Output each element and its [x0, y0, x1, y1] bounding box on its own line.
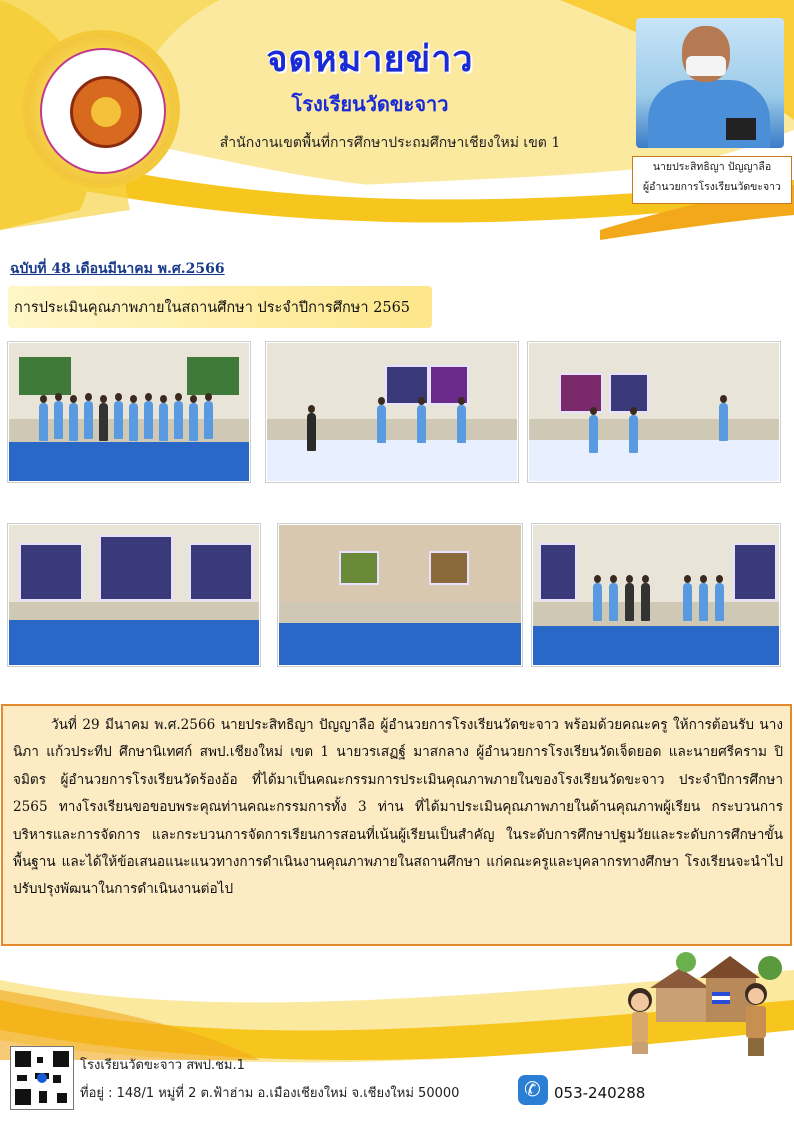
school-name: โรงเรียนวัดขะจาว [291, 92, 449, 116]
director-photo [636, 18, 784, 148]
event-photo-1 [8, 342, 250, 482]
qr-code[interactable] [10, 1046, 74, 1110]
event-photo-2 [266, 342, 518, 482]
issue-number: ฉบับที่ 48 เดือนมีนาคม พ.ศ.2566 [10, 261, 225, 277]
director-caption [632, 156, 792, 204]
director-name: นายประสิทธิญา ปัญญาลือ [652, 161, 772, 173]
footer-school-name: โรงเรียนวัดขะจาว สพป.ชม.1 [80, 1058, 245, 1073]
headline-banner [8, 286, 432, 328]
dharma-wheel-icon [70, 76, 142, 148]
event-photo-3 [528, 342, 780, 482]
face-mask [686, 56, 726, 76]
director-position: ผู้อำนวยการโรงเรียนวัดขะจาว [643, 181, 781, 193]
headline-text: การประเมินคุณภาพภายในสถานศึกษา ประจำปีการศึกษา 2565 [14, 300, 411, 316]
footer-phone[interactable]: 053-240288 [554, 1084, 646, 1102]
event-photo-4 [8, 524, 260, 666]
desk-item [726, 118, 756, 140]
school-emblem-logo [26, 34, 176, 184]
event-photo-5 [278, 524, 522, 666]
emblem-ring [40, 48, 166, 174]
education-office: สำนักงานเขตพื้นที่การศึกษาประถมศึกษาเชียงใหม่ เขต 1 [219, 135, 561, 151]
article-body-text: วันที่ 29 มีนาคม พ.ศ.2566 นายประสิทธิญา ปัญญาลือ ผู้อำนวยการโรงเรียนวัดขะจาว พร้อมด้วยคณะครู ให้การต้อนรับ นางนิภา แก้วประทีป ศึกษานิเทศก์ สพป.เชียงใหม่ เขต 1 นายวรเสฏฐ์ มาสกลาง ผู้อำนวยการโรงเรียนวัดเจ็ดยอด และนายศรีคราม ปิจมิตร ผู้อำนวยการโรงเรียนวัดร้องอ้อ ที่ได้มาเป็นคณะกรรมการประเมินคุณภาพภายในของโรงเรียนวัดขะจาว ประจำปีการศึกษา 2565 ทางโรงเรียนขอขอบพระคุณท่านคณะกรรมการทั้ง 3 ท่าน ที่ได้มาประเมินคุณภาพภายในด้านคุณภาพผู้เรียน กระบวนการบริหารและการจัดการ และกระบวนการจัดการเรียนการสอนที่เน้นผู้เรียนเป็นสำคัญ ในระดับการศึกษาปฐมวัยและระดับการศึกษาขั้นพื้นฐาน และได้ให้ข้อเสนอแนะแนวทางการดำเนินงานคุณภาพภายในสถานศึกษา แก่คณะครูและบุคลากรทางศึกษา โรงเรียนจะนำไปปรับปรุงพัฒนาในการดำเนินงานต่อไป [13, 717, 783, 898]
phone-icon [518, 1075, 548, 1105]
students-house-illustration [620, 948, 790, 1060]
footer-address: ที่อยู่ : 148/1 หมู่ที่ 2 ต.ฟ้าฮ่าม อ.เมืองเชียงใหม่ จ.เชียงใหม่ 50000 [80, 1086, 460, 1101]
event-photo-6 [532, 524, 780, 666]
article-body-box [1, 704, 792, 946]
newsletter-title: จดหมายข่าว [266, 38, 474, 80]
